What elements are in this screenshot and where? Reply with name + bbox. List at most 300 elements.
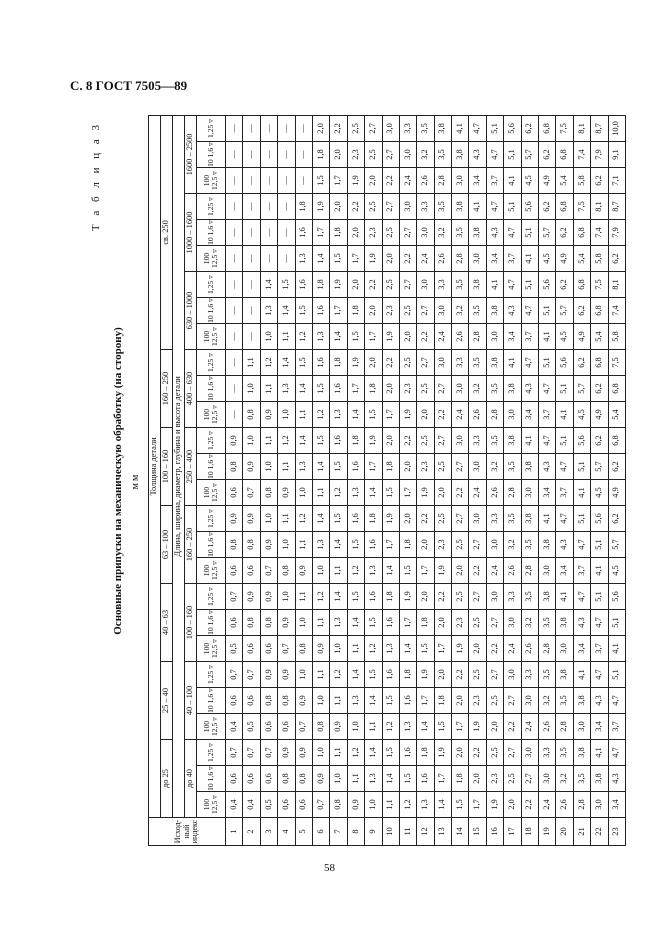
allowance-cell: 1,8: [330, 350, 347, 376]
allowance-cell: 1,2: [382, 714, 399, 740]
allowance-cell: 1,2: [295, 506, 312, 532]
allowance-cell: 2,6: [521, 636, 538, 662]
allowance-cell: 2,8: [452, 246, 469, 272]
allowance-cell: —: [243, 115, 260, 141]
allowance-cell: 7,9: [591, 142, 608, 168]
allowance-cell: 1,5: [417, 636, 434, 662]
allowance-cell: 1,6: [347, 454, 364, 480]
allowance-cell: 0,9: [260, 584, 277, 610]
allowance-cell: 3,8: [573, 688, 590, 714]
allowance-cell: 4,9: [591, 402, 608, 428]
allowance-cell: 3,0: [591, 792, 608, 818]
allowance-cell: 3,4: [486, 246, 503, 272]
allowance-cell: —: [260, 115, 277, 141]
allowance-cell: 1,3: [365, 558, 382, 584]
allowance-cell: —: [278, 246, 295, 272]
allowance-cell: 1,6: [295, 220, 312, 246]
allowance-cell: 1,2: [278, 428, 295, 454]
allowance-cell: 0,9: [295, 558, 312, 584]
allowance-cell: 0,9: [260, 402, 277, 428]
allowance-cell: 2,4: [539, 792, 556, 818]
allowance-cell: 3,2: [434, 220, 451, 246]
allowance-cell: 0,8: [243, 532, 260, 558]
allowance-cell: 1,6: [330, 428, 347, 454]
table-row: [452, 115, 469, 845]
table-row: [243, 115, 260, 845]
allowance-cell: 4,1: [591, 740, 608, 766]
allowance-cell: 1,5: [399, 558, 416, 584]
allowance-cell: 1,5: [295, 350, 312, 376]
allowance-cell: 1,1: [312, 480, 329, 506]
allowance-cell: 0,9: [312, 636, 329, 662]
table-row: [417, 115, 434, 845]
allowance-cell: 0,8: [295, 636, 312, 662]
allowance-cell: 1,0: [278, 532, 295, 558]
allowance-cell: 1,4: [365, 480, 382, 506]
allowance-cell: 5,7: [521, 142, 538, 168]
allowance-cell: 4,1: [452, 115, 469, 141]
allowance-cell: 1,8: [399, 662, 416, 688]
allowance-cell: 5,1: [556, 428, 573, 454]
allowance-cell: 2,8: [539, 636, 556, 662]
table-row: [486, 115, 503, 845]
allowance-cell: 3,8: [556, 662, 573, 688]
allowance-cell: 0,8: [260, 480, 277, 506]
allowance-cell: 3,7: [608, 714, 625, 740]
allowance-cell: 6,8: [591, 350, 608, 376]
roughness-header: 10 1,6 ▿: [197, 688, 226, 714]
allowance-cell: 1,1: [382, 792, 399, 818]
allowance-cell: 1,9: [382, 324, 399, 350]
table-row: [573, 115, 590, 845]
allowance-cell: —: [226, 350, 243, 376]
allowance-cell: 1,2: [312, 402, 329, 428]
allowance-cell: 1,0: [295, 480, 312, 506]
allowance-cell: 2,0: [399, 324, 416, 350]
allowance-cell: 1,0: [260, 454, 277, 480]
allowance-cell: 1,4: [312, 246, 329, 272]
allowance-cell: 2,5: [382, 272, 399, 298]
allowance-cell: 3,0: [417, 272, 434, 298]
allowance-cell: 2,0: [469, 636, 486, 662]
allowance-cell: 1,9: [347, 350, 364, 376]
allowance-cell: 1,5: [365, 610, 382, 636]
allowance-cell: 1,1: [330, 558, 347, 584]
allowance-cell: 6,2: [521, 115, 538, 141]
allowance-cell: 1,7: [365, 454, 382, 480]
allowance-cell: 3,5: [539, 610, 556, 636]
allowance-cell: 4,5: [573, 402, 590, 428]
allowance-cell: 0,8: [260, 610, 277, 636]
allowance-cell: 3,4: [469, 168, 486, 194]
allowance-cell: 1,4: [312, 506, 329, 532]
allowance-cell: 6,2: [591, 376, 608, 402]
allowance-cell: 0,9: [278, 610, 295, 636]
allowance-cell: 2,7: [434, 428, 451, 454]
allowance-cell: 2,0: [452, 558, 469, 584]
allowance-cell: 2,6: [452, 324, 469, 350]
allowance-cell: 1,8: [434, 688, 451, 714]
allowance-cell: 1,9: [382, 506, 399, 532]
allowance-cell: 2,6: [417, 168, 434, 194]
allowance-cell: 1,6: [312, 350, 329, 376]
allowance-cell: 2,6: [469, 402, 486, 428]
allowance-cell: 6,8: [573, 220, 590, 246]
allowance-cell: 4,1: [556, 402, 573, 428]
allowance-cell: 1,1: [365, 714, 382, 740]
allowance-cell: —: [295, 142, 312, 168]
allowance-cell: 1,5: [330, 506, 347, 532]
allowance-cell: —: [278, 115, 295, 141]
allowance-cell: 0,6: [226, 558, 243, 584]
rotated-table-block: [86, 116, 621, 846]
page-header-title: С. 8 ГОСТ 7505—89: [70, 78, 188, 93]
roughness-header: 1,25 ▿: [197, 740, 226, 766]
roughness-header: 1,25 ▿: [197, 584, 226, 610]
allowance-cell: 2,0: [330, 142, 347, 168]
allowance-cell: 3,5: [521, 532, 538, 558]
roughness-header: 100 12,5 ▿: [197, 480, 226, 506]
allowance-cell: 6,2: [608, 506, 625, 532]
allowance-cell: 2,2: [452, 662, 469, 688]
allowance-cell: 8,1: [608, 272, 625, 298]
allowance-cell: 0,6: [243, 688, 260, 714]
allowance-cell: 4,7: [486, 142, 503, 168]
allowance-cell: 1,2: [330, 480, 347, 506]
allowance-cell: 3,2: [452, 298, 469, 324]
allowance-cell: 3,7: [539, 402, 556, 428]
allowance-cell: 2,7: [417, 350, 434, 376]
allowance-cell: 1,3: [347, 480, 364, 506]
allowance-cell: 3,0: [486, 532, 503, 558]
allowance-cell: 2,0: [417, 402, 434, 428]
allowance-cell: —: [226, 246, 243, 272]
index-cell: 16: [486, 818, 503, 846]
length-range-header: 100 – 160: [185, 584, 197, 662]
allowance-cell: 2,6: [539, 714, 556, 740]
allowance-cell: 2,4: [452, 402, 469, 428]
allowance-cell: 2,2: [347, 194, 364, 220]
index-cell: 23: [608, 818, 625, 846]
allowance-cell: 1,0: [260, 506, 277, 532]
allowance-cell: 1,6: [417, 766, 434, 792]
index-cell: 14: [452, 818, 469, 846]
allowance-cell: 6,2: [608, 246, 625, 272]
allowance-cell: 5,7: [539, 220, 556, 246]
roughness-header: 1,25 ▿: [197, 194, 226, 220]
allowance-cell: 3,3: [521, 662, 538, 688]
allowance-cell: 0,5: [226, 636, 243, 662]
allowance-cell: 4,5: [556, 324, 573, 350]
allowance-cell: 4,1: [573, 662, 590, 688]
allowance-cell: 6,8: [608, 376, 625, 402]
allowance-cell: —: [278, 142, 295, 168]
allowance-cell: 1,4: [382, 766, 399, 792]
allowance-cell: —: [226, 272, 243, 298]
allowance-cell: 3,0: [521, 740, 538, 766]
allowance-cell: 1,4: [347, 662, 364, 688]
allowance-cell: 1,3: [295, 246, 312, 272]
allowance-cell: 6,2: [591, 168, 608, 194]
length-range-header: 250 – 400: [185, 428, 197, 506]
allowance-cell: 5,7: [573, 376, 590, 402]
allowance-cell: 5,8: [591, 246, 608, 272]
allowance-cell: 1,7: [469, 792, 486, 818]
allowance-cell: 1,7: [347, 246, 364, 272]
allowance-cell: 7,5: [556, 115, 573, 141]
allowance-cell: 7,1: [608, 168, 625, 194]
index-cell: 5: [295, 818, 312, 846]
allowance-cell: 4,1: [539, 324, 556, 350]
allowance-cell: 3,5: [452, 272, 469, 298]
allowance-cell: 0,6: [243, 636, 260, 662]
allowance-cell: 3,0: [469, 246, 486, 272]
allowance-cell: 5,7: [608, 532, 625, 558]
allowance-cell: 6,8: [573, 272, 590, 298]
allowance-cell: 1,1: [347, 766, 364, 792]
allowance-cell: 3,4: [608, 792, 625, 818]
allowance-cell: 1,6: [330, 376, 347, 402]
allowance-cell: 0,9: [226, 506, 243, 532]
allowance-cell: —: [260, 168, 277, 194]
allowance-cell: —: [243, 142, 260, 168]
allowance-cell: 1,7: [330, 168, 347, 194]
table-row: [260, 115, 277, 845]
allowance-cell: 1,7: [452, 714, 469, 740]
allowance-cell: 3,0: [399, 194, 416, 220]
allowance-cell: 2,8: [486, 402, 503, 428]
allowance-cell: —: [243, 272, 260, 298]
allowance-cell: 1,8: [330, 220, 347, 246]
allowance-cell: 2,0: [399, 506, 416, 532]
allowance-cell: 0,7: [260, 740, 277, 766]
allowance-cell: 0,7: [260, 558, 277, 584]
allowance-cell: 1,1: [260, 428, 277, 454]
allowance-cell: 2,7: [504, 740, 521, 766]
roughness-header: 1,25 ▿: [197, 428, 226, 454]
allowance-cell: 2,0: [452, 688, 469, 714]
allowance-cell: 3,0: [521, 480, 538, 506]
allowance-cell: 2,2: [469, 558, 486, 584]
allowance-cell: 5,1: [539, 298, 556, 324]
allowance-cell: —: [226, 376, 243, 402]
allowance-cell: 3,7: [504, 246, 521, 272]
allowance-cell: 1,5: [312, 376, 329, 402]
allowance-cell: 0,6: [260, 714, 277, 740]
allowance-cell: 4,3: [573, 610, 590, 636]
allowance-cell: 4,5: [539, 246, 556, 272]
roughness-header: 10 1,6 ▿: [197, 532, 226, 558]
allowance-cell: 3,0: [399, 142, 416, 168]
table-caption: Основные припуски на механическую обработку (на сторону): [112, 327, 124, 635]
table-row: [469, 115, 486, 845]
allowance-cell: 1,9: [312, 194, 329, 220]
allowance-cell: 1,5: [278, 272, 295, 298]
table-row: [226, 115, 243, 845]
allowance-cell: 2,2: [469, 740, 486, 766]
allowance-cell: 1,4: [330, 532, 347, 558]
allowance-cell: 1,4: [278, 298, 295, 324]
allowance-cell: 0,7: [243, 740, 260, 766]
allowance-cell: 0,8: [330, 792, 347, 818]
allowance-cell: 3,5: [539, 662, 556, 688]
index-cell: 7: [330, 818, 347, 846]
allowance-cell: 1,5: [347, 584, 364, 610]
allowance-cell: 4,7: [521, 350, 538, 376]
allowance-cell: 2,7: [365, 115, 382, 141]
allowance-cell: 3,5: [573, 766, 590, 792]
allowance-cell: 5,1: [521, 272, 538, 298]
allowance-cell: 2,4: [469, 480, 486, 506]
roughness-header: 100 12,5 ▿: [197, 792, 226, 818]
allowance-cell: 4,3: [504, 298, 521, 324]
allowance-cell: 3,0: [504, 402, 521, 428]
allowance-cell: 4,7: [504, 220, 521, 246]
allowance-cell: 1,5: [347, 532, 364, 558]
allowance-cell: 5,4: [573, 246, 590, 272]
thickness-range-header: св. 250: [161, 115, 173, 349]
allowance-cell: —: [226, 168, 243, 194]
allowance-cell: 6,2: [591, 428, 608, 454]
allowance-cell: 3,5: [486, 428, 503, 454]
allowance-cell: 1,4: [399, 636, 416, 662]
allowance-cell: 4,7: [591, 662, 608, 688]
allowance-cell: 2,3: [347, 142, 364, 168]
allowance-cell: 4,3: [556, 532, 573, 558]
allowance-cell: 3,0: [573, 714, 590, 740]
allowance-cell: 5,1: [573, 506, 590, 532]
allowance-cell: 0,9: [278, 740, 295, 766]
allowance-cell: 0,9: [226, 428, 243, 454]
allowance-cell: 2,3: [382, 298, 399, 324]
allowance-cell: 2,0: [486, 714, 503, 740]
allowance-cell: 7,4: [591, 220, 608, 246]
allowance-cell: 2,2: [417, 324, 434, 350]
allowance-cell: 0,8: [278, 688, 295, 714]
allowance-cell: 1,3: [312, 324, 329, 350]
allowance-cell: 2,4: [417, 246, 434, 272]
allowance-cell: 4,1: [504, 350, 521, 376]
allowance-cell: 0,6: [243, 766, 260, 792]
allowance-cell: 1,0: [312, 558, 329, 584]
allowance-cell: 1,9: [434, 558, 451, 584]
allowance-cell: 1,6: [365, 584, 382, 610]
allowance-cell: 2,0: [504, 792, 521, 818]
roughness-header: 100 12,5 ▿: [197, 402, 226, 428]
allowance-cell: —: [278, 220, 295, 246]
allowance-cell: 5,6: [539, 272, 556, 298]
allowance-cell: 3,3: [469, 428, 486, 454]
allowance-cell: 1,1: [243, 350, 260, 376]
length-range-header: 1000 – 1600: [185, 194, 197, 272]
allowance-cell: 6,8: [539, 115, 556, 141]
allowance-cell: 5,1: [504, 142, 521, 168]
allowance-cell: 3,8: [469, 272, 486, 298]
allowance-cell: 2,7: [469, 584, 486, 610]
allowance-cell: —: [260, 246, 277, 272]
allowance-cell: 1,6: [365, 532, 382, 558]
allowance-cell: 4,1: [556, 584, 573, 610]
allowance-cell: 4,3: [608, 766, 625, 792]
allowance-cell: 1,2: [347, 740, 364, 766]
allowance-cell: 2,2: [486, 636, 503, 662]
allowance-cell: 4,7: [539, 428, 556, 454]
index-cell: 4: [278, 818, 295, 846]
allowance-cell: 3,3: [434, 272, 451, 298]
allowance-cell: 1,8: [452, 766, 469, 792]
allowance-cell: 7,9: [608, 220, 625, 246]
allowance-cell: —: [295, 115, 312, 141]
allowance-cell: 1,6: [399, 740, 416, 766]
allowance-cell: 3,3: [452, 350, 469, 376]
allowance-cell: 1,3: [399, 714, 416, 740]
allowance-cell: 1,3: [417, 792, 434, 818]
allowance-cell: 0,8: [226, 454, 243, 480]
allowance-cell: 1,5: [312, 428, 329, 454]
allowance-cell: 0,8: [278, 558, 295, 584]
roughness-header: 10 1,6 ▿: [197, 376, 226, 402]
allowance-cell: 1,7: [347, 376, 364, 402]
allowance-cell: 1,5: [330, 454, 347, 480]
allowance-cell: 3,3: [539, 740, 556, 766]
allowance-cell: 1,8: [399, 532, 416, 558]
allowance-cell: 1,6: [382, 662, 399, 688]
allowance-cell: —: [226, 194, 243, 220]
allowance-cell: 4,7: [573, 532, 590, 558]
allowance-cell: 1,0: [330, 636, 347, 662]
allowance-cell: —: [243, 220, 260, 246]
allowance-cell: 2,5: [382, 220, 399, 246]
allowance-cell: 1,0: [243, 376, 260, 402]
allowance-cell: 1,0: [312, 688, 329, 714]
allowance-cell: 5,7: [591, 454, 608, 480]
allowance-cell: 1,0: [295, 662, 312, 688]
allowance-cell: 1,5: [312, 168, 329, 194]
allowance-cell: 1,4: [434, 792, 451, 818]
allowance-cell: 2,7: [452, 506, 469, 532]
allowance-cell: 1,7: [330, 298, 347, 324]
allowance-cell: 0,6: [226, 688, 243, 714]
allowance-cell: 1,8: [312, 272, 329, 298]
allowance-cell: 5,8: [573, 168, 590, 194]
allowance-cell: 1,3: [312, 532, 329, 558]
allowance-cell: 3,8: [452, 194, 469, 220]
table-row: [295, 115, 312, 845]
roughness-header: 100 12,5 ▿: [197, 324, 226, 350]
allowance-cell: 0,5: [260, 792, 277, 818]
thickness-range-header: 25 – 40: [161, 662, 173, 740]
allowance-cell: 3,7: [573, 558, 590, 584]
allowance-cell: 2,6: [504, 558, 521, 584]
allowance-cell: 2,5: [486, 688, 503, 714]
allowance-cell: 0,9: [260, 662, 277, 688]
allowance-cell: 3,4: [556, 558, 573, 584]
roughness-header: 10 1,6 ▿: [197, 610, 226, 636]
allowance-cell: 1,9: [399, 584, 416, 610]
allowance-cell: 3,0: [469, 506, 486, 532]
allowance-cell: 1,6: [312, 298, 329, 324]
allowance-cell: 1,1: [295, 584, 312, 610]
allowance-cell: 8,7: [608, 194, 625, 220]
allowance-cell: 3,5: [556, 740, 573, 766]
allowance-cell: 3,5: [452, 220, 469, 246]
index-cell: 18: [521, 818, 538, 846]
index-cell: 1: [226, 818, 243, 846]
allowance-cell: —: [260, 142, 277, 168]
allowance-cell: 2,3: [452, 610, 469, 636]
allowance-cell: 1,0: [347, 714, 364, 740]
allowance-cell: 4,7: [486, 194, 503, 220]
